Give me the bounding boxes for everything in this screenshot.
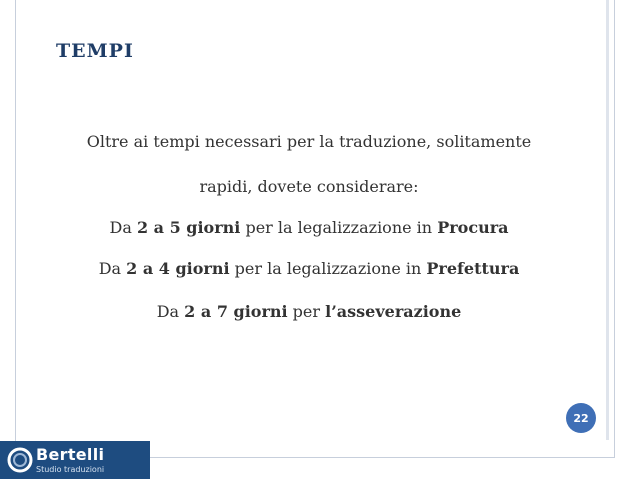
item-duration: 2 a 4 giorni	[126, 259, 230, 278]
item-duration: 2 a 5 giorni	[136, 218, 241, 237]
item-prefix: Da	[156, 302, 185, 321]
item-target: Procura	[437, 218, 509, 237]
bertelli-logo	[0, 441, 150, 479]
item-prefix: Da	[98, 259, 127, 278]
item-prefix: Da	[109, 218, 137, 237]
intro-line-2: rapidi, dovete considerare:	[199, 177, 419, 196]
slide-title: TEMPI	[56, 40, 134, 62]
item-target: Prefettura	[426, 259, 520, 278]
time-item-asseverazione	[26, 302, 592, 322]
bertelli-logo-icon	[7, 447, 33, 473]
slide-rail	[606, 0, 609, 440]
time-item-procura	[26, 218, 592, 238]
intro-line-1: Oltre ai tempi necessari per la traduzione, solitamente	[86, 132, 532, 151]
item-middle: per	[287, 302, 326, 321]
page-number-badge: 22	[566, 403, 596, 433]
time-item-prefettura	[26, 259, 592, 279]
item-duration: 2 a 7 giorni	[184, 302, 288, 321]
logo-subtitle: Studio traduzioni	[36, 465, 105, 474]
item-target: l’asseverazione	[325, 302, 462, 321]
item-middle: per la legalizzazione in	[240, 218, 438, 237]
item-middle: per la legalizzazione in	[229, 259, 427, 278]
logo-name: Bertelli	[36, 445, 105, 464]
